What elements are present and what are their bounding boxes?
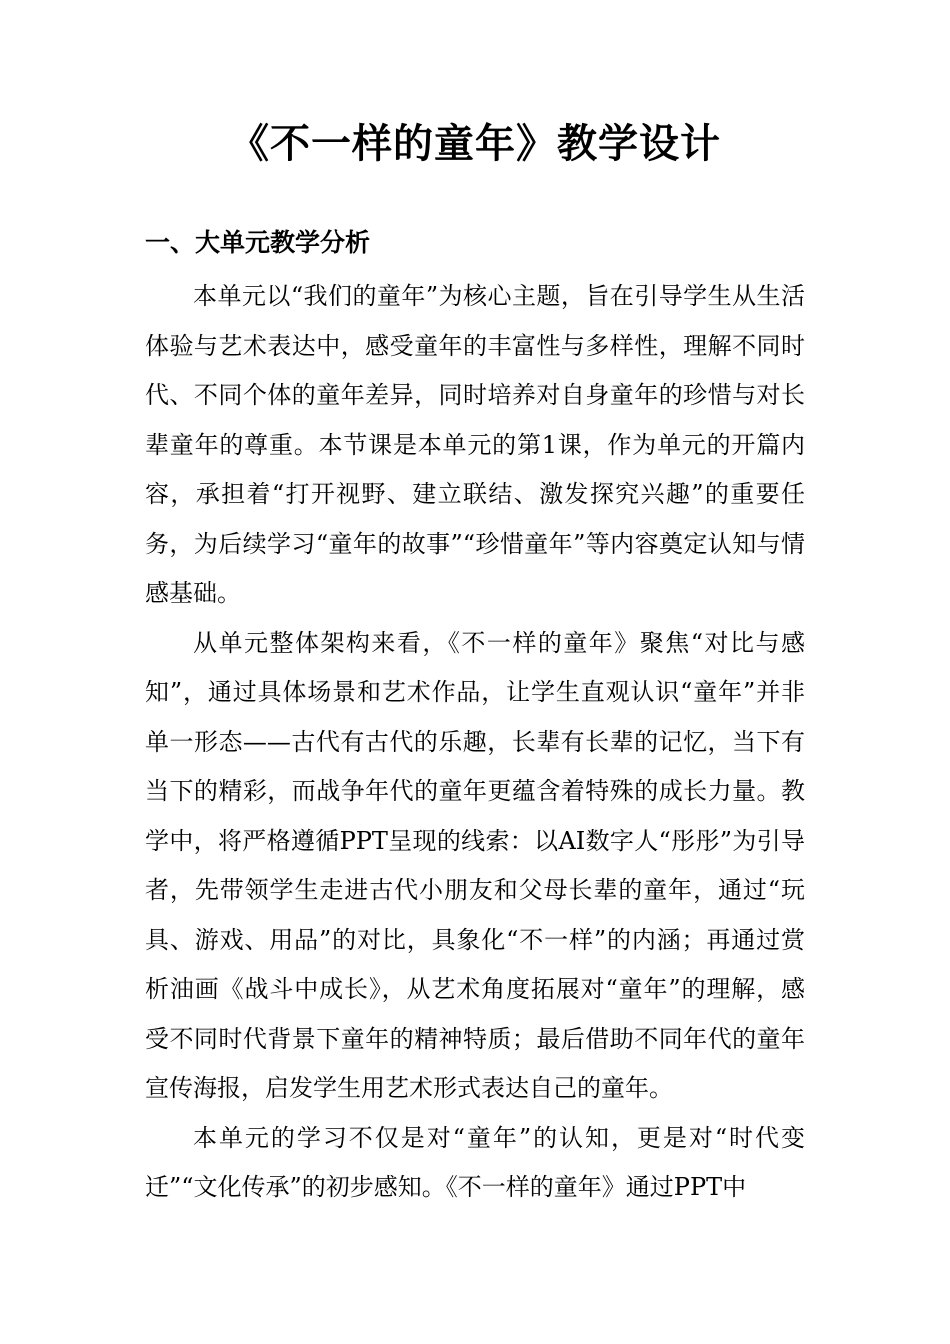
- document-title: 《不一样的童年》教学设计: [229, 120, 721, 167]
- paragraph-2: 从单元整体架构来看，《不一样的童年》聚焦“对比与感知”，通过具体场景和艺术作品，让学生直观认识“童年”并非单一形态——古代有古代的乐趣，长辈有长辈的记忆，当下有当下的精彩，而战争年代的童年更蕴含着特殊的成长力量。教学中，将严格遵循PPT呈现的线索：以AI数字人“彤彤”为引导者，先带领学生走进古代小朋友和父母长辈的童年，通过“玩具、游戏、用品”的对比，具象化“不一样”的内涵；再通过赏析油画《战斗中成长》，从艺术角度拓展对“童年”的理解，感受不同时代背景下童年的精神特质；最后借助不同年代的童年宣传海报，启发学生用艺术形式表达自己的童年。: [145, 628, 805, 1102]
- paragraph-3: 本单元的学习不仅是对“童年”的认知，更是对“时代变迁”“文化传承”的初步感知。《不一样的童年》通过PPT中: [145, 1123, 805, 1201]
- paragraph-1: 本单元以“我们的童年”为核心主题，旨在引导学生从生活体验与艺术表达中，感受童年的丰富性与多样性，理解不同时代、不同个体的童年差异，同时培养对自身童年的珍惜与对长辈童年的尊重。本节课是本单元的第1课，作为单元的开篇内容，承担着“打开视野、建立联结、激发探究兴趣”的重要任务，为后续学习“童年的故事”“珍惜童年”等内容奠定认知与情感基础。: [145, 282, 805, 607]
- section-heading: 一、大单元教学分析: [145, 228, 371, 257]
- section-body: [145, 272, 805, 1213]
